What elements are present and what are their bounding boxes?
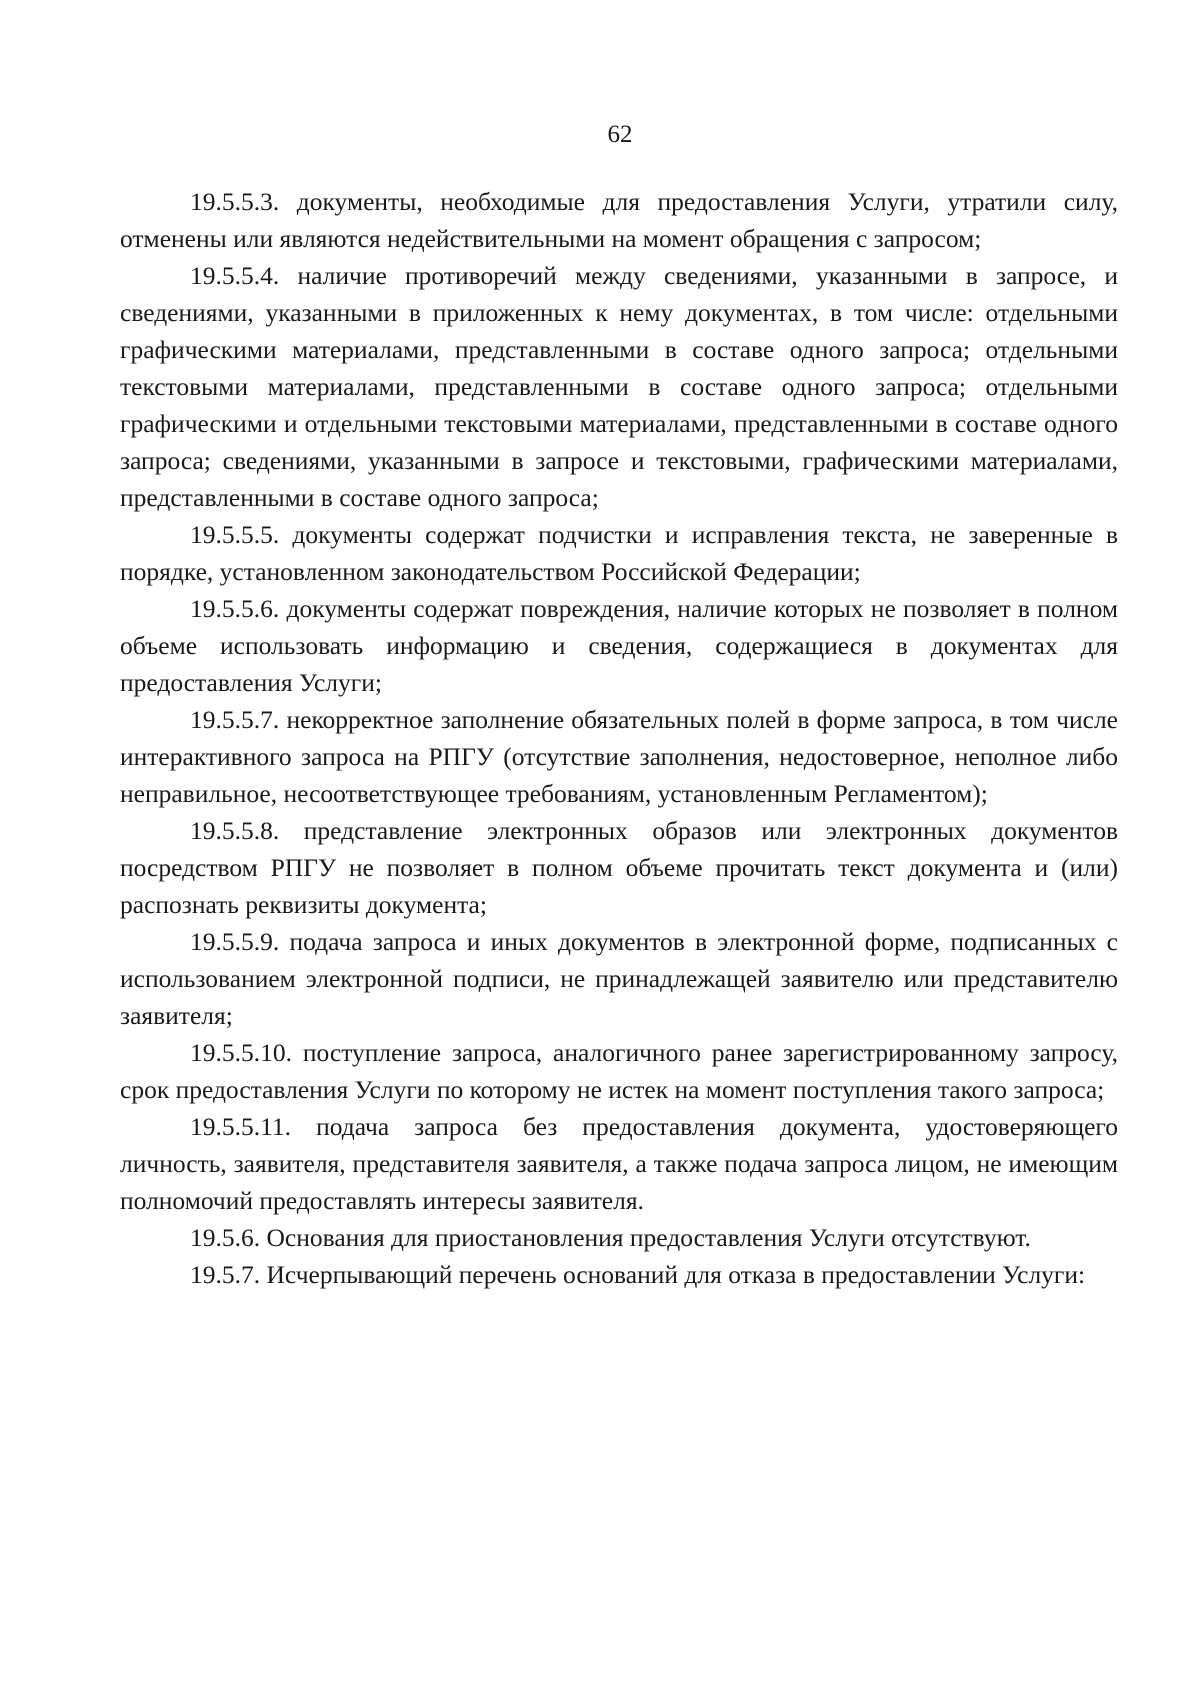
paragraph-19-5-5-10: 19.5.5.10. поступление запроса, аналогичного ранее зарегистрированному запросу, срок предоставления Услуги по которому не истек на момент поступления такого запроса; — [120, 1038, 1118, 1104]
paragraph-19-5-5-6: 19.5.5.6. документы содержат повреждения, наличие которых не позволяет в полном объеме использовать информацию и сведения, содержащиеся в документах для предоставления Услуги; — [120, 594, 1118, 697]
paragraph-19-5-5-11: 19.5.5.11. подача запроса без предоставления документа, удостоверяющего личность, заявителя, представителя заявителя, а также подача запроса лицом, не имеющим полномочий предоставлять интересы заявителя. — [120, 1112, 1118, 1215]
paragraph-19-5-5-8: 19.5.5.8. представление электронных образов или электронных документов посредством РПГУ не позволяет в полном объеме прочитать текст документа и (или) распознать реквизиты документа; — [120, 816, 1118, 919]
paragraph-19-5-5-4: 19.5.5.4. наличие противоречий между сведениями, указанными в запросе, и сведениями, указанными в приложенных к нему документах, в том числе: отдельными графическими материалами, представленными в составе одного запроса; отдельными текстовыми материалами, представленными в составе одного запроса; отдельными графическими и отдельными текстовыми материалами, представленными в составе одного запроса; сведениями, указанными в запросе и текстовыми, графическими материалами, представленными в составе одного запроса; — [120, 261, 1118, 512]
paragraph-19-5-5-3: 19.5.5.3. документы, необходимые для предоставления Услуги, утратили силу, отменены или являются недействительными на момент обращения с запросом; — [120, 187, 1118, 253]
paragraph-19-5-5-5: 19.5.5.5. документы содержат подчистки и исправления текста, не заверенные в порядке, установленном законодательством Российской Федерации; — [120, 520, 1118, 586]
document-body — [120, 183, 1118, 1293]
paragraph-19-5-6: 19.5.6. Основания для приостановления предоставления Услуги отсутствуют. — [190, 1223, 1031, 1252]
page-number: 62 — [607, 121, 633, 148]
paragraph-19-5-5-9: 19.5.5.9. подача запроса и иных документов в электронной форме, подписанных с использованием электронной подписи, не принадлежащей заявителю или представителю заявителя; — [120, 927, 1118, 1030]
paragraph-19-5-7: 19.5.7. Исчерпывающий перечень оснований для отказа в предоставлении Услуги: — [190, 1260, 1086, 1289]
paragraph-19-5-5-7: 19.5.5.7. некорректное заполнение обязательных полей в форме запроса, в том числе интерактивного запроса на РПГУ (отсутствие заполнения, недостоверное, неполное либо неправильное, несоответствующее требованиям, установленным Регламентом); — [120, 705, 1118, 808]
